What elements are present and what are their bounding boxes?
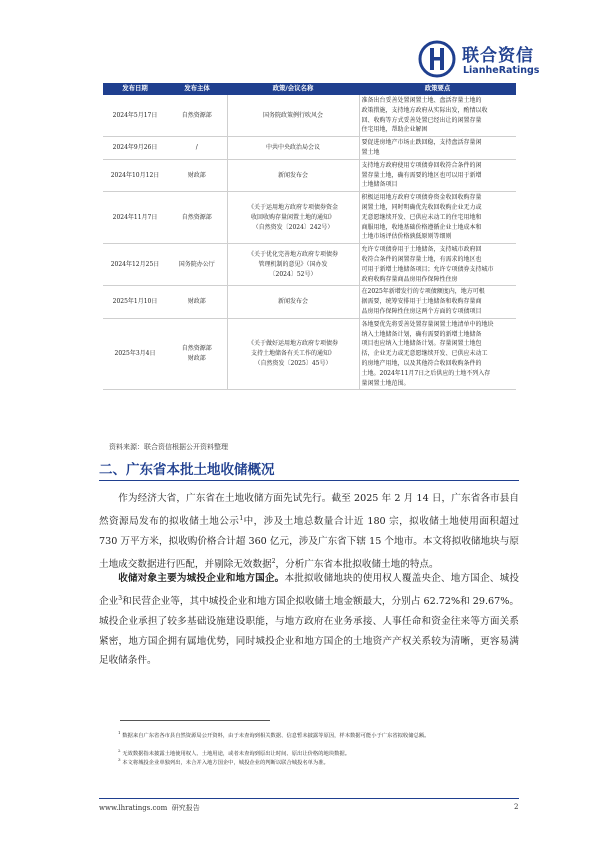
- cell-points: 准备出台妥善处置闲置土地、盘活存量土地的 政策措施，支持地方政府从实际出发，酌情以收 回、收购等方式妥善处置已经出让的闲置存量 住宅用地，帮助企业解困: [359, 95, 516, 137]
- cell-points: 要促进房地产市场止跌回稳，支持盘活存量闲 置土地: [359, 137, 516, 160]
- body-paragraph: 作为经济大省，广东省在土地收储方面先试先行。截至 2025 年 2 月 14 日，广东省各市县自然资源局发布的拟收储土地公示$^1$中，涉及土地总数量合计近 180 宗，拟收储土地使用面积超过 730 万平方米，拟收购价格合计超 360 亿元，涉及广东省下辖 15 个地市。本文将拟收储地块与原土地成交数据进行匹配，并剔除无效数据$^2$，分析广东省本批拟收储土地的特点。: [99, 493, 519, 570]
- footnote-ref[interactable]: 2: [271, 557, 276, 565]
- cell-policy: 国务院政策例行吹风会: [227, 95, 359, 137]
- header-points: 政策要点: [359, 83, 516, 95]
- footnote-ref[interactable]: 1: [239, 514, 244, 522]
- cell-issuer: 自然资源部: [167, 192, 227, 244]
- paragraph-lead: 收储对象主要为城投企业和地方国企。: [118, 573, 285, 584]
- brand-logo: [418, 40, 578, 84]
- footnote-ref[interactable]: 3: [118, 594, 123, 602]
- table-row: [103, 318, 516, 390]
- section-divider: [99, 480, 519, 481]
- cell-date: 2024年10月12日: [103, 159, 167, 191]
- policy-table: [103, 83, 516, 390]
- footer-url[interactable]: www.lhratings.com: [99, 804, 168, 812]
- cell-date: 2024年9月26日: [103, 137, 167, 160]
- cell-points: 支持地方政府使用专项债券回收符合条件的闲 置存量土地，确有需要的地区也可以用于新增 土地储备项目: [359, 159, 516, 191]
- table-row: [103, 286, 516, 318]
- cell-policy: 《关于做好运用地方政府专项债券 支持土地储备有关工作的通知》 （自然资发〔2025〕45号）: [227, 318, 359, 390]
- lianhe-logo-icon: [418, 40, 456, 78]
- cell-issuer: 自然资源部 财政部: [167, 318, 227, 390]
- source-note: 资料来源：联合资信根据公开资料整理: [109, 443, 228, 451]
- cell-date: 2025年1月10日: [103, 286, 167, 318]
- cell-issuer: 自然资源部: [167, 95, 227, 137]
- body-paragraph: 收储对象主要为城投企业和地方国企。本批拟收储地块的使用权人覆盖央企、地方国企、城投企业$^3$和民营企业等，其中城投企业和地方国企拟收储土地金额最大，分别占 62.72%和 29.67%。城投企业承担了较多基础设施建设职能，与地方政府在业务承接、人事任命和资金往来等方面关系紧密，地方国企拥有属地优势，同时城投企业和地方国企的土地资产产权关系较为清晰，更容易满足收储条件。: [99, 573, 520, 667]
- brand-name-en: LianheRatings: [463, 65, 540, 76]
- cell-points: 各地要优先将妥善处置存量闲置土地清单中的地块 纳入土地储备计划，确有需要的新增土地储备 项目也应纳入土地储备计划。存量闲置土地包 括，企业无力或无意愿继续开发、已供应未动工 的房地产用地，以及其他符合收回收购条件的 土地。2024年11月7日之后供应的土地不列入存 量闲置土地范围。: [359, 318, 516, 390]
- cell-points: 在2025年新增发行的专项债额度内，地方可根 据需要，统筹安排用于土地储备和收购存量商 品房用作保障性住房这两个方面的专项债项目: [359, 286, 516, 318]
- brand-name-cn: 联合资信: [462, 46, 534, 66]
- footnote: $^1$ 数据来自广东省各市县自然资源局公开资料，由于未查询到相关数据、信息暂未披露等原因，样本数据可能小于广东省拟收储总额。: [118, 730, 430, 739]
- cell-issuer: /: [167, 137, 227, 160]
- cell-issuer: 财政部: [167, 286, 227, 318]
- table-header-row: [103, 83, 516, 95]
- cell-date: 2024年5月17日: [103, 95, 167, 137]
- header-policy: 政策/会议名称: [227, 83, 359, 95]
- footnote: $^3$ 本文将城投企业单独列出，未合并入地方国企中，城投企业的判断以联合城投名单为准。: [118, 757, 329, 766]
- cell-issuer: 国务院办公厅: [167, 244, 227, 286]
- table-row: [103, 244, 516, 286]
- section-title: 二、广东省本批土地收储概况: [99, 462, 275, 478]
- cell-date: 2024年12月25日: [103, 244, 167, 286]
- cell-policy: 新闻发布会: [227, 159, 359, 191]
- footer-site: [99, 803, 200, 813]
- cell-policy: 《关于优化完善地方政府专项债券 管理机制的意见》（国办发 〔2024〕52号）: [227, 244, 359, 286]
- cell-points: 允许专项债券用于土地储备，支持城市政府回 收符合条件的闲置存量土地，有需求的地区也 可用于新增土地储备项目；允许专项债券支持城市 政府收购存量商品房用作保障性住房: [359, 244, 516, 286]
- header-date: 发布日期: [103, 83, 167, 95]
- cell-date: 2025年3月4日: [103, 318, 167, 390]
- page-number: 2: [514, 803, 519, 811]
- footer-label: 研究报告: [171, 804, 200, 812]
- cell-policy: 中共中央政治局会议: [227, 137, 359, 160]
- table-row: [103, 95, 516, 137]
- table-row: [103, 192, 516, 244]
- footnote: $^2$ 无效数据指未披露土地使用权人、土地用途，或者未查询到原出让时间、原出让价格的地块数据。: [118, 748, 351, 757]
- table-row: [103, 137, 516, 160]
- cell-policy: 《关于运用地方政府专项债券资金 收回收购存量闲置土地的通知》 （自然资发〔2024〕242号）: [227, 192, 359, 244]
- cell-issuer: 财政部: [167, 159, 227, 191]
- cell-date: 2024年11月7日: [103, 192, 167, 244]
- cell-points: 积极运用地方政府专项债券资金收回收购存量 闲置土地，同时明确优先收回收购企业无力或 无意愿继续开发、已供应未动工的住宅用地和 商服用地，收地基础价格遵循企业土地成本和 土地市场评估价格孰低原则等细则: [359, 192, 516, 244]
- cell-policy: 新闻发布会: [227, 286, 359, 318]
- table-row: [103, 159, 516, 191]
- footer-divider: [99, 798, 519, 799]
- footnote-divider: [120, 720, 270, 721]
- header-issuer: 发布主体: [167, 83, 227, 95]
